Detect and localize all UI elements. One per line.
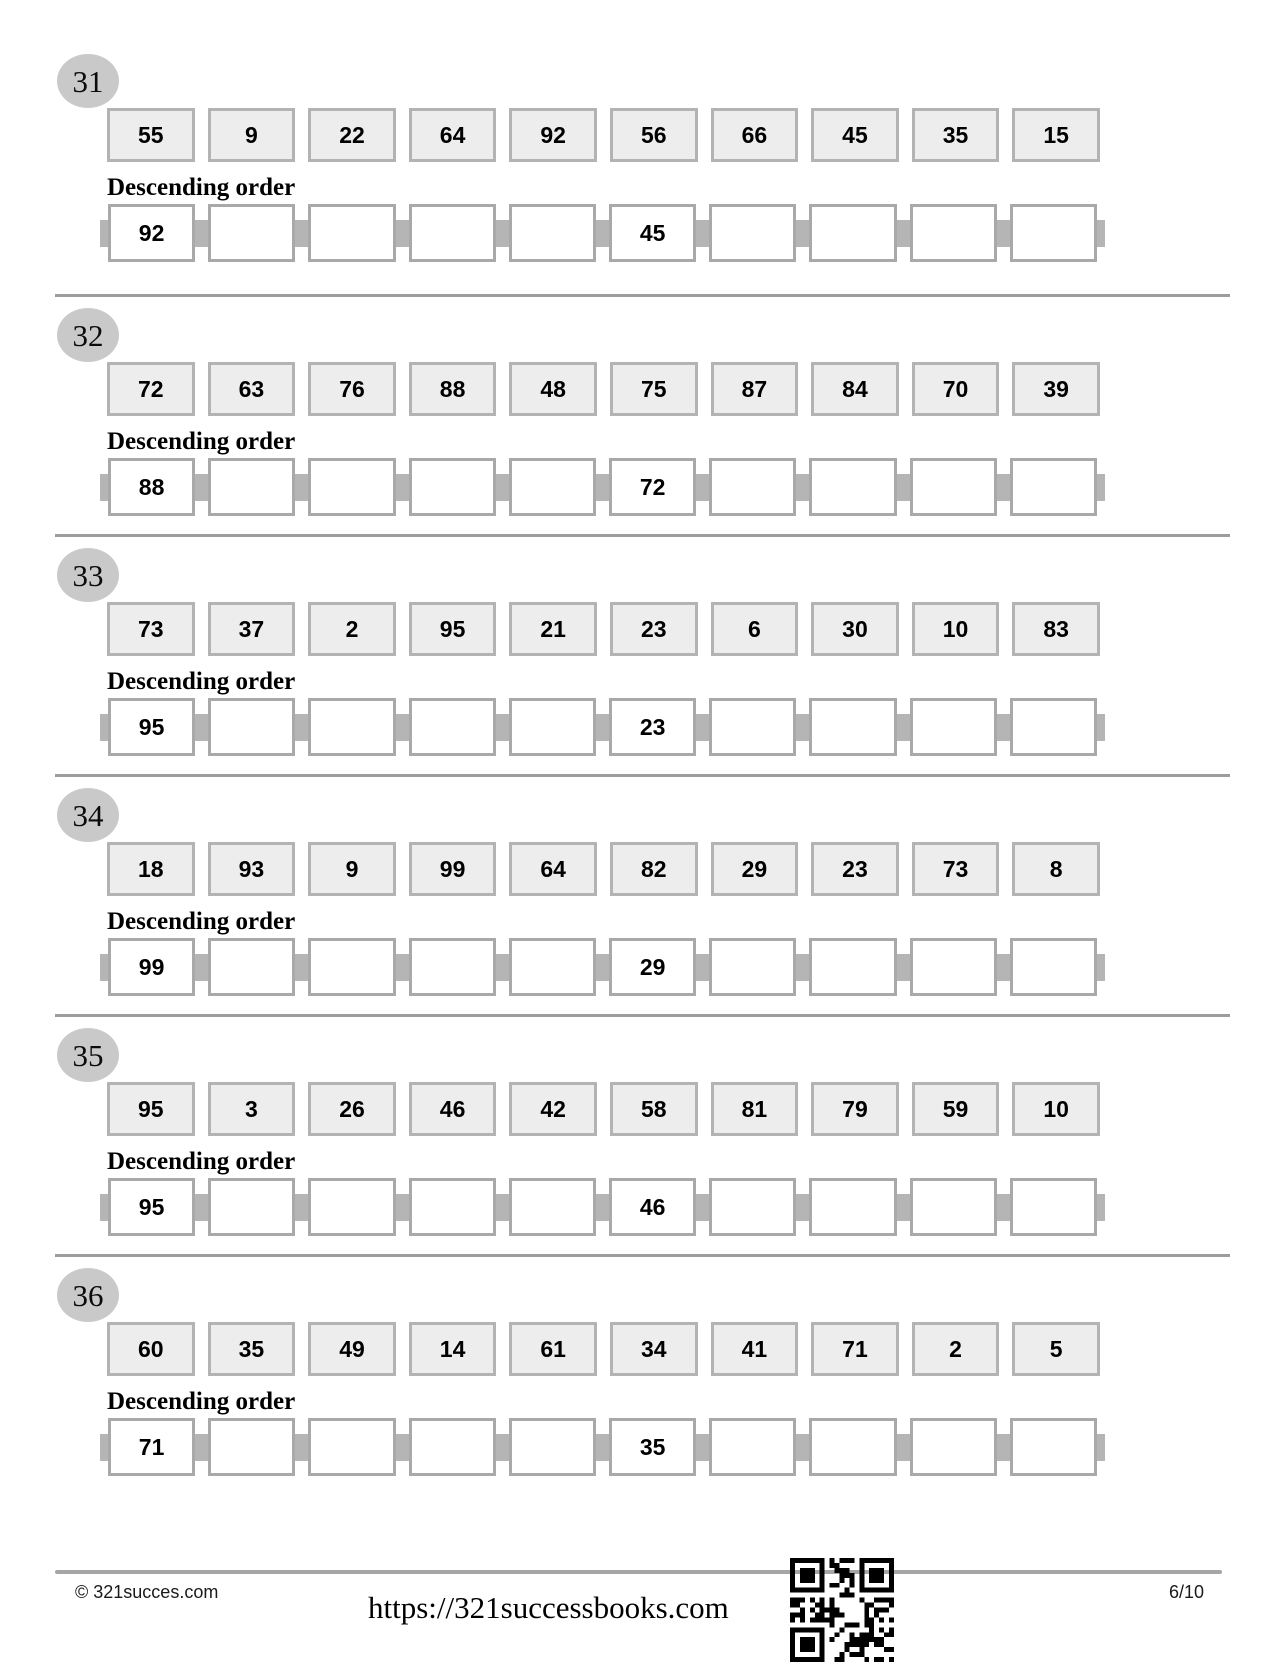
number-box: 82 (610, 842, 698, 896)
number-box: 63 (208, 362, 296, 416)
connector-tab (796, 714, 809, 741)
number-box: 15 (1012, 108, 1100, 162)
connector-tab (496, 1194, 509, 1221)
number-box: 2 (308, 602, 396, 656)
connector-tab (997, 954, 1010, 981)
connector-tab (696, 1434, 709, 1461)
number-box: 83 (1012, 602, 1100, 656)
number-box: 9 (208, 108, 296, 162)
descending-order-label: Descending order (107, 668, 296, 695)
answer-box[interactable]: 99 (108, 938, 195, 996)
number-box: 95 (409, 602, 497, 656)
connector-tab (696, 474, 709, 501)
number-box: 45 (811, 108, 899, 162)
problem-section (55, 54, 1230, 294)
problem-number: 34 (72, 797, 104, 833)
connector-tab (796, 954, 809, 981)
number-box: 61 (509, 1322, 597, 1376)
answer-box[interactable] (809, 458, 896, 516)
answer-row (100, 458, 1105, 516)
answer-box[interactable] (208, 458, 295, 516)
connector-tab (1097, 1194, 1105, 1221)
answer-box[interactable] (509, 204, 596, 262)
connector-tab (195, 714, 208, 741)
page-number-indicator: 6/10 (1168, 1582, 1204, 1602)
connector-tab (1097, 220, 1105, 247)
number-box: 6 (711, 602, 799, 656)
answer-box[interactable] (709, 698, 796, 756)
answer-box[interactable] (910, 1178, 997, 1236)
answer-box[interactable] (409, 458, 496, 516)
answer-box[interactable] (208, 698, 295, 756)
connector-tab (195, 474, 208, 501)
connector-tab (100, 714, 108, 741)
descending-order-label: Descending order (107, 1148, 296, 1175)
answer-box[interactable] (910, 458, 997, 516)
answer-box[interactable] (809, 698, 896, 756)
connector-tab (496, 954, 509, 981)
answer-box[interactable] (308, 1418, 395, 1476)
answer-box[interactable] (308, 1178, 395, 1236)
number-box: 93 (208, 842, 296, 896)
answer-box[interactable]: 95 (108, 1178, 195, 1236)
answer-box[interactable] (308, 204, 395, 262)
number-box: 95 (107, 1082, 195, 1136)
connector-tab (100, 220, 108, 247)
problem-section (55, 534, 1230, 774)
answer-box[interactable] (910, 204, 997, 262)
connector-tab (897, 474, 910, 501)
connector-tab (195, 220, 208, 247)
number-box: 70 (912, 362, 1000, 416)
problem-number: 31 (72, 63, 104, 99)
answer-box[interactable] (409, 204, 496, 262)
number-box: 22 (308, 108, 396, 162)
number-box: 8 (1012, 842, 1100, 896)
problem-section (55, 294, 1230, 534)
connector-tab (696, 714, 709, 741)
connector-tab (696, 954, 709, 981)
answer-box[interactable] (208, 1418, 295, 1476)
connector-tab (997, 220, 1010, 247)
answer-row (100, 1418, 1105, 1476)
number-box: 55 (107, 108, 195, 162)
answer-box[interactable] (809, 938, 896, 996)
connector-tab (295, 1194, 308, 1221)
answer-box[interactable] (910, 698, 997, 756)
connector-tab (496, 474, 509, 501)
problems-list (0, 40, 1284, 1494)
answer-box[interactable] (1010, 938, 1097, 996)
connector-tab (295, 1434, 308, 1461)
number-box: 30 (811, 602, 899, 656)
number-row (107, 362, 1100, 416)
connector-tab (195, 1194, 208, 1221)
number-box: 59 (912, 1082, 1000, 1136)
connector-tab (1097, 1434, 1105, 1461)
answer-box[interactable] (1010, 1178, 1097, 1236)
number-box: 84 (811, 362, 899, 416)
problem-number: 33 (72, 557, 104, 593)
answer-box[interactable] (509, 938, 596, 996)
answer-box[interactable] (208, 938, 295, 996)
answer-box[interactable] (1010, 458, 1097, 516)
answer-row (100, 938, 1105, 996)
number-box: 35 (912, 108, 1000, 162)
number-row (107, 1082, 1100, 1136)
answer-box[interactable]: 23 (609, 698, 696, 756)
answer-box[interactable] (409, 698, 496, 756)
number-box: 66 (711, 108, 799, 162)
answer-box[interactable] (208, 1178, 295, 1236)
answer-box[interactable] (1010, 698, 1097, 756)
connector-tab (897, 220, 910, 247)
connector-tab (100, 474, 108, 501)
answer-box[interactable] (809, 1418, 896, 1476)
connector-tab (1097, 954, 1105, 981)
number-box: 48 (509, 362, 597, 416)
connector-tab (396, 714, 409, 741)
footer-url-link[interactable]: https://321successbooks.com (368, 1590, 729, 1625)
connector-tab (897, 714, 910, 741)
answer-box[interactable] (409, 1178, 496, 1236)
connector-tab (596, 954, 609, 981)
number-box: 14 (409, 1322, 497, 1376)
answer-box[interactable] (509, 1178, 596, 1236)
connector-tab (796, 474, 809, 501)
number-box: 3 (208, 1082, 296, 1136)
connector-tab (295, 954, 308, 981)
answer-row (100, 1178, 1105, 1236)
connector-tab (997, 714, 1010, 741)
connector-tab (596, 1194, 609, 1221)
connector-tab (295, 474, 308, 501)
answer-box[interactable]: 71 (108, 1418, 195, 1476)
answer-box[interactable]: 72 (609, 458, 696, 516)
number-box: 87 (711, 362, 799, 416)
connector-tab (796, 1194, 809, 1221)
connector-tab (997, 1434, 1010, 1461)
connector-tab (100, 1434, 108, 1461)
connector-tab (997, 1194, 1010, 1221)
connector-tab (195, 1434, 208, 1461)
answer-box[interactable]: 45 (609, 204, 696, 262)
answer-box[interactable] (910, 1418, 997, 1476)
descending-order-label: Descending order (107, 908, 296, 935)
problem-number: 35 (72, 1037, 104, 1073)
answer-box[interactable] (409, 1418, 496, 1476)
number-box: 88 (409, 362, 497, 416)
answer-box[interactable] (1010, 204, 1097, 262)
number-box: 23 (811, 842, 899, 896)
answer-box[interactable] (409, 938, 496, 996)
connector-tab (596, 1434, 609, 1461)
number-box: 64 (409, 108, 497, 162)
connector-tab (1097, 474, 1105, 501)
connector-tab (396, 474, 409, 501)
descending-order-label: Descending order (107, 1388, 296, 1415)
answer-box[interactable] (509, 458, 596, 516)
answer-box[interactable] (709, 458, 796, 516)
number-box: 5 (1012, 1322, 1100, 1376)
connector-tab (295, 220, 308, 247)
connector-tab (496, 714, 509, 741)
number-box: 56 (610, 108, 698, 162)
number-box: 73 (912, 842, 1000, 896)
number-box: 76 (308, 362, 396, 416)
number-row (107, 1322, 1100, 1376)
number-box: 99 (409, 842, 497, 896)
connector-tab (596, 714, 609, 741)
connector-tab (496, 1434, 509, 1461)
number-row (107, 842, 1100, 896)
number-row (107, 108, 1100, 162)
answer-box[interactable] (910, 938, 997, 996)
number-box: 41 (711, 1322, 799, 1376)
number-box: 71 (811, 1322, 899, 1376)
answer-box[interactable] (308, 938, 395, 996)
number-box: 2 (912, 1322, 1000, 1376)
answer-box[interactable] (709, 204, 796, 262)
answer-box[interactable]: 95 (108, 698, 195, 756)
answer-row (100, 698, 1105, 756)
answer-box[interactable] (709, 938, 796, 996)
connector-tab (796, 220, 809, 247)
problem-number-badge (57, 548, 119, 602)
connector-tab (396, 220, 409, 247)
descending-order-label: Descending order (107, 428, 296, 455)
number-box: 42 (509, 1082, 597, 1136)
answer-box[interactable] (509, 698, 596, 756)
answer-box[interactable] (809, 204, 896, 262)
problem-number-badge (57, 1268, 119, 1322)
connector-tab (897, 1434, 910, 1461)
problem-number-badge (57, 54, 119, 108)
number-box: 39 (1012, 362, 1100, 416)
number-box: 92 (509, 108, 597, 162)
footer-divider (55, 1570, 1222, 1574)
number-box: 58 (610, 1082, 698, 1136)
connector-tab (195, 954, 208, 981)
answer-box[interactable]: 92 (108, 204, 195, 262)
answer-box[interactable] (1010, 1418, 1097, 1476)
connector-tab (396, 954, 409, 981)
number-box: 21 (509, 602, 597, 656)
problem-number: 32 (72, 317, 104, 353)
number-row (107, 602, 1100, 656)
connector-tab (897, 954, 910, 981)
connector-tab (396, 1194, 409, 1221)
number-box: 75 (610, 362, 698, 416)
number-box: 60 (107, 1322, 195, 1376)
connector-tab (997, 474, 1010, 501)
number-box: 34 (610, 1322, 698, 1376)
problem-number: 36 (72, 1277, 104, 1313)
connector-tab (696, 220, 709, 247)
qr-code-icon (790, 1558, 894, 1662)
answer-box[interactable]: 46 (609, 1178, 696, 1236)
answer-box[interactable] (308, 458, 395, 516)
number-box: 9 (308, 842, 396, 896)
answer-box[interactable]: 35 (609, 1418, 696, 1476)
connector-tab (796, 1434, 809, 1461)
connector-tab (100, 954, 108, 981)
answer-box[interactable] (509, 1418, 596, 1476)
number-box: 35 (208, 1322, 296, 1376)
number-box: 81 (711, 1082, 799, 1136)
answer-box[interactable] (208, 204, 295, 262)
answer-row (100, 204, 1105, 262)
connector-tab (295, 714, 308, 741)
number-box: 64 (509, 842, 597, 896)
connector-tab (596, 474, 609, 501)
footer-copyright: © 321succes.com (75, 1582, 219, 1602)
number-box: 10 (1012, 1082, 1100, 1136)
number-box: 37 (208, 602, 296, 656)
answer-box[interactable] (709, 1418, 796, 1476)
number-box: 46 (409, 1082, 497, 1136)
number-box: 29 (711, 842, 799, 896)
number-box: 23 (610, 602, 698, 656)
connector-tab (100, 1194, 108, 1221)
problem-number-badge (57, 308, 119, 362)
answer-box[interactable] (308, 698, 395, 756)
problem-section (55, 1254, 1230, 1494)
problem-section (55, 774, 1230, 1014)
problem-number-badge (57, 1028, 119, 1082)
number-box: 10 (912, 602, 1000, 656)
number-box: 79 (811, 1082, 899, 1136)
connector-tab (897, 1194, 910, 1221)
problem-section (55, 1014, 1230, 1254)
connector-tab (396, 1434, 409, 1461)
connector-tab (1097, 714, 1105, 741)
connector-tab (696, 1194, 709, 1221)
answer-box[interactable]: 88 (108, 458, 195, 516)
number-box: 72 (107, 362, 195, 416)
descending-order-label: Descending order (107, 174, 296, 201)
answer-box[interactable] (709, 1178, 796, 1236)
answer-box[interactable]: 29 (609, 938, 696, 996)
number-box: 49 (308, 1322, 396, 1376)
number-box: 18 (107, 842, 195, 896)
connector-tab (496, 220, 509, 247)
connector-tab (596, 220, 609, 247)
number-box: 73 (107, 602, 195, 656)
number-box: 26 (308, 1082, 396, 1136)
answer-box[interactable] (809, 1178, 896, 1236)
problem-number-badge (57, 788, 119, 842)
